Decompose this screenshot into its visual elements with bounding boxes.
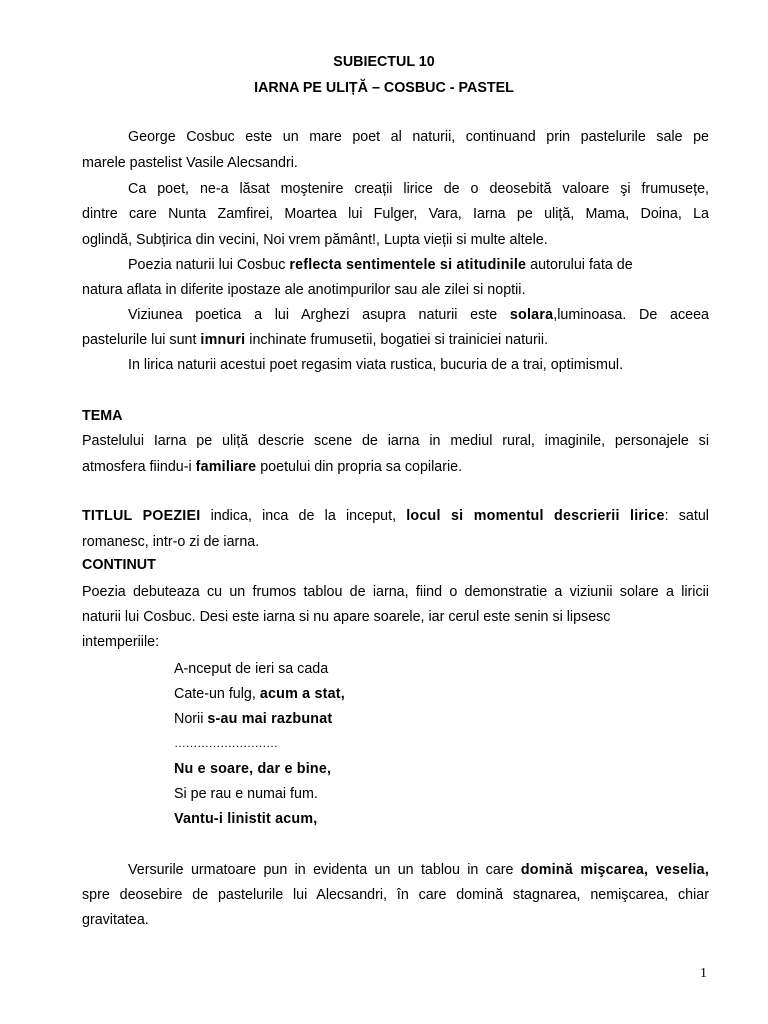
final-line2: spre deosebire de pastelurile lui Alecsandri, în care domină stagnarea, nemişcarea, chiar (82, 887, 709, 903)
intro-p2-line3: oglindă, Subțirica din vecini, Noi vrem pământ!, Lupta vieții si multe altele. (82, 232, 548, 248)
page-number: 1 (700, 966, 707, 981)
poem-title: IARNA PE ULIȚĂ – COSBUC - PASTEL (254, 80, 514, 96)
intro-p2-line1: Ca poet, ne-a lăsat moştenire creații lirice de o deosebită valoare şi frumusețe, (128, 181, 709, 197)
verse-1: A-nceput de ieri sa cada (174, 661, 329, 677)
tema-heading: TEMA (82, 408, 123, 424)
verse-3: Norii s-au mai razbunat (174, 711, 333, 727)
verse-2: Cate-un fulg, acum a stat, (174, 686, 345, 702)
titlul-line2: romanesc, intr-o zi de iarna. (82, 534, 260, 550)
intro-p5: In lirica naturii acestui poet regasim viata rustica, bucuria de a trai, optimismul. (128, 357, 624, 373)
continut-line3: intemperiile: (82, 634, 160, 650)
intro-p2-line2: dintre care Nunta Zamfirei, Moartea lui Fulger, Vara, Iarna pe uliță, Mama, Doina, La (82, 206, 709, 222)
intro-p4-line2: pastelurile lui sunt imnuri inchinate frumusetii, bogatiei si trainiciei naturii. (82, 332, 549, 348)
verse-5: Nu e soare, dar e bine, (174, 761, 332, 777)
continut-line1: Poezia debuteaza cu un frumos tablou de iarna, fiind o demonstratie a viziunii solare a liricii (82, 584, 709, 600)
final-line1: Versurile urmatoare pun in evidenta un un tablou in care domină mişcarea, veselia, (128, 862, 709, 878)
verse-7: Vantu-i linistit acum, (174, 811, 318, 827)
intro-p1-line2: marele pastelist Vasile Alecsandri. (82, 155, 298, 171)
titlul-line1: TITLUL POEZIEI indica, inca de la inceput, locul si momentul descrierii lirice: satul (82, 508, 709, 524)
tema-line1: Pastelului Iarna pe uliță descrie scene de iarna in mediul rural, imaginile, personajele si (82, 433, 709, 449)
tema-line2: atmosfera fiindu-i familiare poetului din propria sa copilarie. (82, 459, 463, 475)
intro-p3-line2: natura aflata in diferite ipostaze ale anotimpurilor sau ale zilei si noptii. (82, 282, 526, 298)
verse-ellipsis: ……………………… (174, 736, 278, 750)
intro-p1-line1: George Cosbuc este un mare poet al naturii, continuand prin pastelurile sale pe (128, 129, 709, 145)
intro-p4-line1: Viziunea poetica a lui Arghezi asupra naturii este solara,luminoasa. De aceea (128, 307, 709, 323)
continut-line2: naturii lui Cosbuc. Desi este iarna si nu apare soarele, iar cerul este senin si lipsesc (82, 609, 611, 625)
verse-6: Si pe rau e numai fum. (174, 786, 318, 802)
subject-title: SUBIECTUL 10 (333, 54, 435, 70)
final-line3: gravitatea. (82, 912, 149, 928)
intro-p3-line1: Poezia naturii lui Cosbuc reflecta sentimentele si atitudinile autorului fata de (128, 257, 633, 273)
continut-heading: CONTINUT (82, 557, 156, 573)
